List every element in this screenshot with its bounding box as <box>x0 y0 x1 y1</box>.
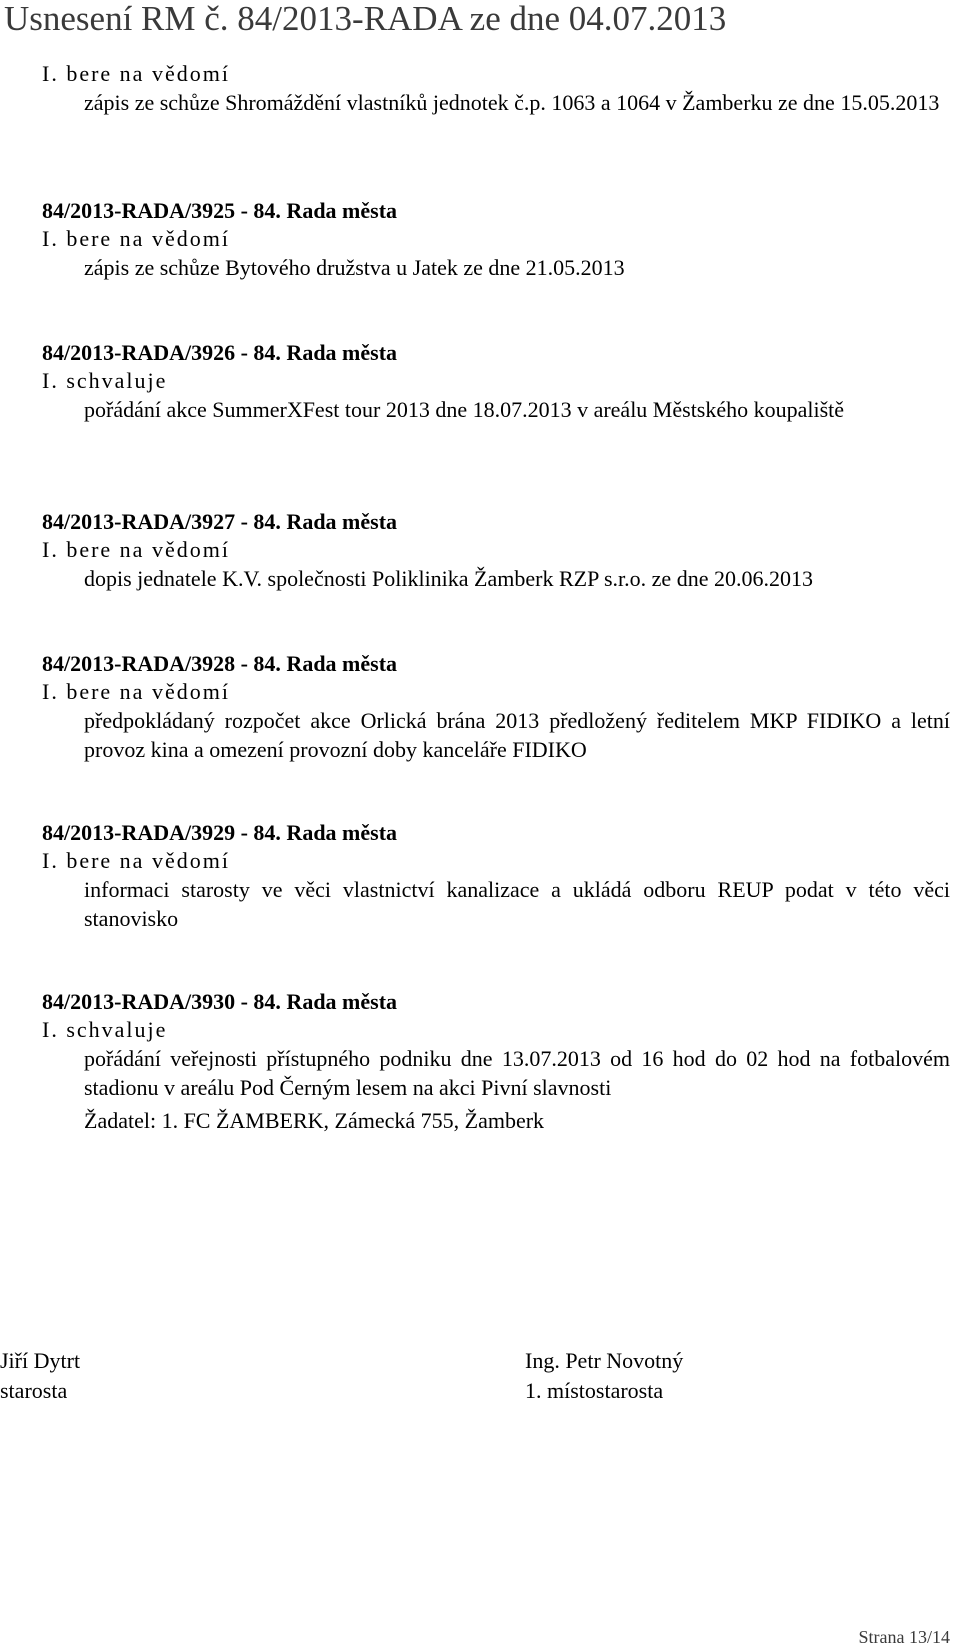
resolution-text: zápis ze schůze Shromáždění vlastníků jednotek č.p. 1063 a 1064 v Žamberku ze dne 15.05.2013 <box>84 90 940 115</box>
resolution-action: I. schvaluje <box>42 368 168 393</box>
page-title: Usnesení RM č. 84/2013-RADA ze dne 04.07.2013 <box>4 0 727 38</box>
signature-role: 1. místostarosta <box>525 1378 664 1403</box>
signature-role: starosta <box>0 1378 68 1403</box>
signature-name: Jiří Dytrt <box>0 1348 81 1373</box>
resolution-block <box>42 60 950 117</box>
signature-name: Ing. Petr Novotný <box>525 1348 684 1373</box>
resolution-text: zápis ze schůze Bytového družstva u Jatek ze dne 21.05.2013 <box>84 255 625 280</box>
resolution-heading: 84/2013-RADA/3928 - 84. Rada města <box>42 651 398 676</box>
resolution-action: I. schvaluje <box>42 1017 168 1042</box>
resolution-text: pořádání veřejnosti přístupného podniku dne 13.07.2013 od 16 hod do 02 hod na fotbalovém stadionu v areálu Pod Černým lesem na akci Pivní slavnosti <box>84 1046 950 1100</box>
resolution-block <box>42 988 950 1135</box>
resolution-block <box>42 650 950 764</box>
resolution-block <box>42 339 950 424</box>
resolution-applicant: Žadatel: 1. FC ŽAMBERK, Zámecká 755, Žamberk <box>84 1108 545 1133</box>
resolution-block <box>42 197 950 282</box>
resolution-action: I. bere na vědomí <box>42 848 230 873</box>
resolution-action: I. bere na vědomí <box>42 226 230 251</box>
resolution-heading: 84/2013-RADA/3927 - 84. Rada města <box>42 509 398 534</box>
resolution-heading: 84/2013-RADA/3929 - 84. Rada města <box>42 820 398 845</box>
resolution-text: informaci starosty ve věci vlastnictví kanalizace a ukládá odboru REUP podat v této věci stanovisko <box>84 877 950 931</box>
resolution-text: předpokládaný rozpočet akce Orlická brána 2013 předložený ředitelem MKP FIDIKO a letní provoz kina a omezení provozní doby kanceláře FIDIKO <box>84 708 950 762</box>
resolution-text: dopis jednatele K.V. společnosti Poliklinika Žamberk RZP s.r.o. ze dne 20.06.2013 <box>84 566 813 591</box>
resolution-action: I. bere na vědomí <box>42 537 230 562</box>
resolution-action: I. bere na vědomí <box>42 61 230 86</box>
page-number: Strana 13/14 <box>858 1627 950 1647</box>
resolution-heading: 84/2013-RADA/3930 - 84. Rada města <box>42 989 398 1014</box>
resolution-heading: 84/2013-RADA/3926 - 84. Rada města <box>42 340 398 365</box>
resolution-block <box>42 819 950 933</box>
resolution-action: I. bere na vědomí <box>42 679 230 704</box>
resolution-block <box>42 508 950 593</box>
resolution-heading: 84/2013-RADA/3925 - 84. Rada města <box>42 198 398 223</box>
resolution-text: pořádání akce SummerXFest tour 2013 dne 18.07.2013 v areálu Městského koupaliště <box>84 397 845 422</box>
